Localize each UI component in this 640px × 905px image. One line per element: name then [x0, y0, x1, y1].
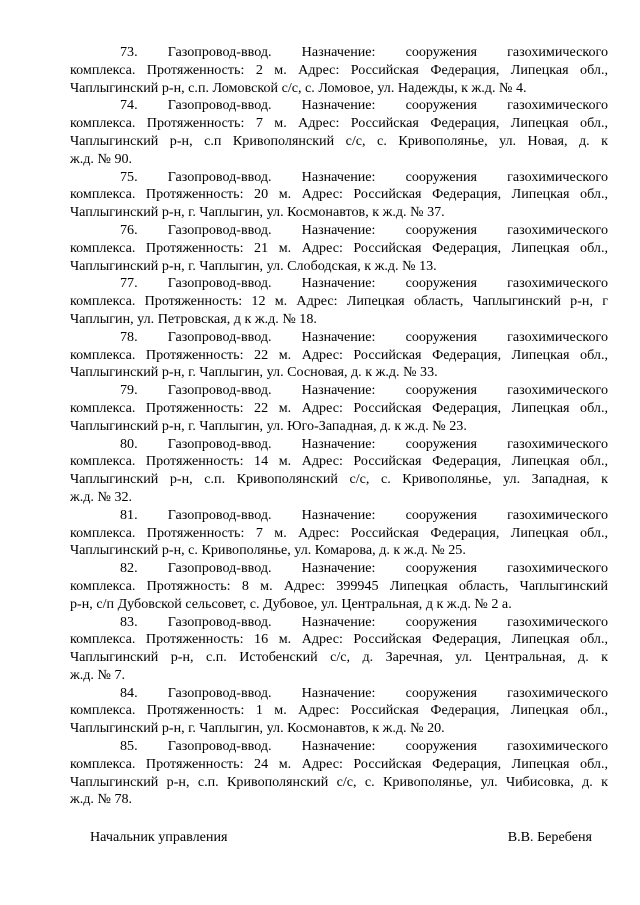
entry-last-line: Чаплыгинский р-н, г. Чаплыгин, ул. Космонавтов, к ж.д. № 20.: [70, 720, 445, 737]
list-item: [70, 97, 608, 168]
entry-line: Чаплыгинский р-н, с.п. Кривополянский с/с, с. Кривополянье, ул. Западная, к: [70, 471, 608, 488]
entry-first-line: 73. Газопровод-ввод. Назначение: сооружения газохимического: [120, 44, 608, 60]
entry-line: Чаплыгинский р-н, с.п Кривополянский с/с, с. Кривополянье, ул. Новая, д. к: [70, 132, 608, 149]
entry-last-line: Чаплыгинский р-н, с.п. Ломовской с/с, с. Ломовое, ул. Надежды, к ж.д. № 4.: [70, 79, 527, 96]
list-item: [70, 44, 608, 97]
entry-line: комплекса. Протяженность: 12 м. Адрес: Липецкая область, Чаплыгинский р-н, г: [70, 293, 608, 310]
list-item: [70, 329, 608, 382]
entry-first-line: 81. Газопровод-ввод. Назначение: сооружения газохимического: [120, 506, 608, 523]
entry-line: комплекса. Протяженность: 7 м. Адрес: Российская Федерация, Липецкая обл.,: [70, 524, 608, 541]
entry-first-line: 77. Газопровод-ввод. Назначение: сооружения газохимического: [120, 275, 608, 292]
entry-first-line: 79. Газопровод-ввод. Назначение: сооружения газохимического: [120, 382, 608, 399]
entry-line: комплекса. Протяженность: 7 м. Адрес: Российская Федерация, Липецкая обл.,: [70, 115, 608, 132]
entry-line: комплекса. Протяженность: 14 м. Адрес: Российская Федерация, Липецкая обл.,: [70, 453, 608, 470]
entry-line: комплекса. Протяженность: 22 м. Адрес: Российская Федерация, Липецкая обл.,: [70, 399, 608, 416]
entry-line: комплекса. Протяженность: 16 м. Адрес: Российская Федерация, Липецкая обл.,: [70, 631, 608, 648]
entry-first-line: 82. Газопровод-ввод. Назначение: сооружения газохимического: [120, 560, 608, 577]
list-item: [70, 436, 608, 507]
list-item: [70, 382, 608, 435]
entry-first-line: 78. Газопровод-ввод. Назначение: сооружения газохимического: [120, 328, 608, 345]
entry-line: комплекса. Протяжность: 8 м. Адрес: 399945 Липецкая область, Чаплыгинский: [70, 577, 608, 594]
signature-block: [90, 828, 592, 846]
entry-last-line: Чаплыгинский р-н, г. Чаплыгин, ул. Космонавтов, к ж.д. № 37.: [70, 204, 445, 221]
entry-first-line: 80. Газопровод-ввод. Назначение: сооружения газохимического: [120, 435, 608, 452]
list-item: [70, 560, 608, 613]
entry-line: Чаплыгинский р-н, с.п. Истобенский с/с, д. Заречная, ул. Центральная, д. к: [70, 649, 608, 666]
list-item: [70, 275, 608, 328]
entry-last-line: Чаплыгинский р-н, г. Чаплыгин, ул. Слободская, к ж.д. № 13.: [70, 257, 437, 274]
entry-line: комплекса. Протяженность: 2 м. Адрес: Российская Федерация, Липецкая обл.,: [70, 61, 608, 78]
list-item: [70, 169, 608, 222]
entry-line: комплекса. Протяженность: 24 м. Адрес: Российская Федерация, Липецкая обл.,: [70, 755, 608, 772]
entry-last-line: р-н, с/п Дубовской сельсовет, с. Дубовое, ул. Центральная, д к ж.д. № 2 а.: [70, 595, 512, 612]
list-item: [70, 222, 608, 275]
entry-first-line: 83. Газопровод-ввод. Назначение: сооружения газохимического: [120, 613, 608, 630]
list-item: [70, 685, 608, 738]
entry-first-line: 76. Газопровод-ввод. Назначение: сооружения газохимического: [120, 221, 608, 238]
list-item: [70, 738, 608, 809]
entries-list: [70, 44, 608, 809]
entry-last-line: ж.д. № 90.: [70, 150, 133, 167]
entry-last-line: Чаплыгин, ул. Петровская, д к ж.д. № 18.: [70, 310, 317, 327]
entry-last-line: Чаплыгинский р-н, г. Чаплыгин, ул. Сосновая, д. к ж.д. № 33.: [70, 364, 438, 381]
entry-line: комплекса. Протяженность: 1 м. Адрес: Российская Федерация, Липецкая обл.,: [70, 702, 608, 719]
list-item: [70, 507, 608, 560]
entry-first-line: 74. Газопровод-ввод. Назначение: сооружения газохимического: [120, 97, 608, 114]
entry-first-line: 84. Газопровод-ввод. Назначение: сооружения газохимического: [120, 684, 608, 701]
entry-first-line: 85. Газопровод-ввод. Назначение: сооружения газохимического: [120, 738, 608, 755]
entry-last-line: ж.д. № 78.: [70, 791, 133, 808]
entry-line: комплекса. Протяженность: 20 м. Адрес: Российская Федерация, Липецкая обл.,: [70, 186, 608, 203]
signature-position: Начальник управления: [90, 829, 228, 845]
entry-first-line: 75. Газопровод-ввод. Назначение: сооружения газохимического: [120, 168, 608, 185]
document-body: [70, 44, 608, 809]
entry-last-line: ж.д. № 7.: [70, 666, 126, 683]
entry-last-line: Чаплыгинский р-н, г. Чаплыгин, ул. Юго-Западная, д. к ж.д. № 23.: [70, 417, 467, 434]
entry-last-line: ж.д. № 32.: [70, 488, 133, 505]
signature-name: В.В. Беребеня: [507, 829, 592, 845]
entry-last-line: Чаплыгинский р-н, с. Кривополянье, ул. Комарова, д. к ж.д. № 25.: [70, 542, 466, 559]
entry-line: комплекса. Протяженность: 22 м. Адрес: Российская Федерация, Липецкая обл.,: [70, 346, 608, 363]
list-item: [70, 614, 608, 685]
entry-line: комплекса. Протяженность: 21 м. Адрес: Российская Федерация, Липецкая обл.,: [70, 239, 608, 256]
entry-line: Чаплыгинский р-н, с.п. Кривополянский с/с, с. Кривополянье, ул. Чибисовка, д. к: [70, 773, 608, 790]
